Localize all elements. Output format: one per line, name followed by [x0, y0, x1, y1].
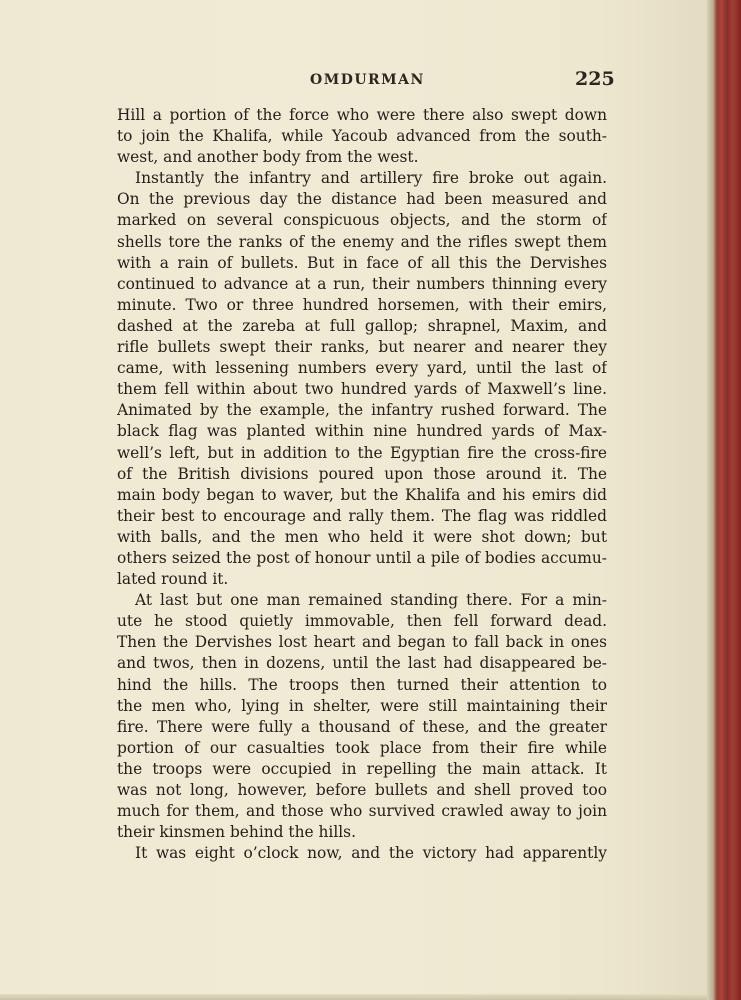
text-line: marked on several conspicuous objects, and the storm of: [117, 211, 607, 230]
text-line: others seized the post of honour until a pile of bodies accumu-: [117, 548, 607, 567]
page-header: [0, 70, 707, 94]
text-line: and twos, then in dozens, until the last had disappeared be-: [117, 654, 607, 673]
text-line: west, and another body from the west.: [117, 148, 419, 167]
text-line: It was eight o’clock now, and the victory had apparently: [135, 844, 607, 863]
text-line: came, with lessening numbers every yard, until the last of: [117, 359, 607, 378]
text-line: of the British divisions poured upon those around it. The: [117, 464, 607, 483]
text-line: with a rain of bullets. But in face of all this the Dervishes: [117, 253, 607, 272]
text-line: ute he stood quietly immovable, then fell forward dead.: [117, 612, 607, 631]
text-line: the men who, lying in shelter, were still maintaining their: [117, 696, 607, 715]
text-line: rifle bullets swept their ranks, but nearer and nearer they: [117, 338, 607, 357]
text-line: dashed at the zareba at full gallop; shrapnel, Maxim, and: [117, 316, 607, 335]
text-line: On the previous day the distance had been measured and: [117, 190, 607, 209]
text-line: was not long, however, before bullets and shell proved too: [117, 781, 607, 799]
text-line: their best to encourage and rally them. The flag was riddled: [117, 506, 607, 525]
binding-stripe: [732, 0, 734, 1000]
book-binding: [707, 0, 741, 1000]
text-line: their kinsmen behind the hills.: [117, 823, 356, 842]
text-line: them fell within about two hundred yards of Maxwell’s line.: [117, 380, 607, 399]
text-line: lated round it.: [117, 570, 229, 589]
text-line: shells tore the ranks of the enemy and the rifles swept them: [117, 232, 607, 251]
text-line: with balls, and the men who held it were shot down; but: [117, 527, 607, 546]
text-line: well’s left, but in addition to the Egyptian fire the cross-fire: [117, 443, 607, 462]
text-line: continued to advance at a run, their numbers thinning every: [117, 274, 607, 293]
text-line: At last but one man remained standing there. For a min-: [135, 591, 607, 610]
text-line: Then the Dervishes lost heart and began to fall back in ones: [117, 633, 607, 652]
text-line: main body began to waver, but the Khalifa and his emirs did: [117, 485, 607, 504]
text-line: hind the hills. The troops then turned their attention to: [117, 675, 607, 694]
running-head: OMDURMAN: [310, 72, 425, 88]
page-bottom-edge: [0, 994, 707, 1000]
binding-stripe: [719, 0, 721, 1000]
body-text: [117, 105, 607, 864]
text-line: to join the Khalifa, while Yacoub advanced from the south-: [117, 127, 607, 146]
page-number: 225: [575, 68, 615, 90]
text-line: fire. There were fully a thousand of these, and the greater: [117, 717, 607, 736]
text-line: portion of our casualties took place from their fire while: [117, 738, 607, 757]
text-line: the troops were occupied in repelling the main attack. It: [117, 759, 607, 778]
binding-stripe: [725, 0, 727, 1000]
text-line: Hill a portion of the force who were there also swept down: [117, 106, 607, 124]
text-line: Animated by the example, the infantry rushed forward. The: [117, 401, 607, 420]
text-line: Instantly the infantry and artillery fire broke out again.: [135, 169, 607, 188]
text-line: much for them, and those who survived crawled away to join: [117, 802, 607, 821]
text-line: black flag was planted within nine hundred yards of Max-: [117, 422, 607, 441]
text-line: minute. Two or three hundred horsemen, with their emirs,: [117, 295, 607, 314]
